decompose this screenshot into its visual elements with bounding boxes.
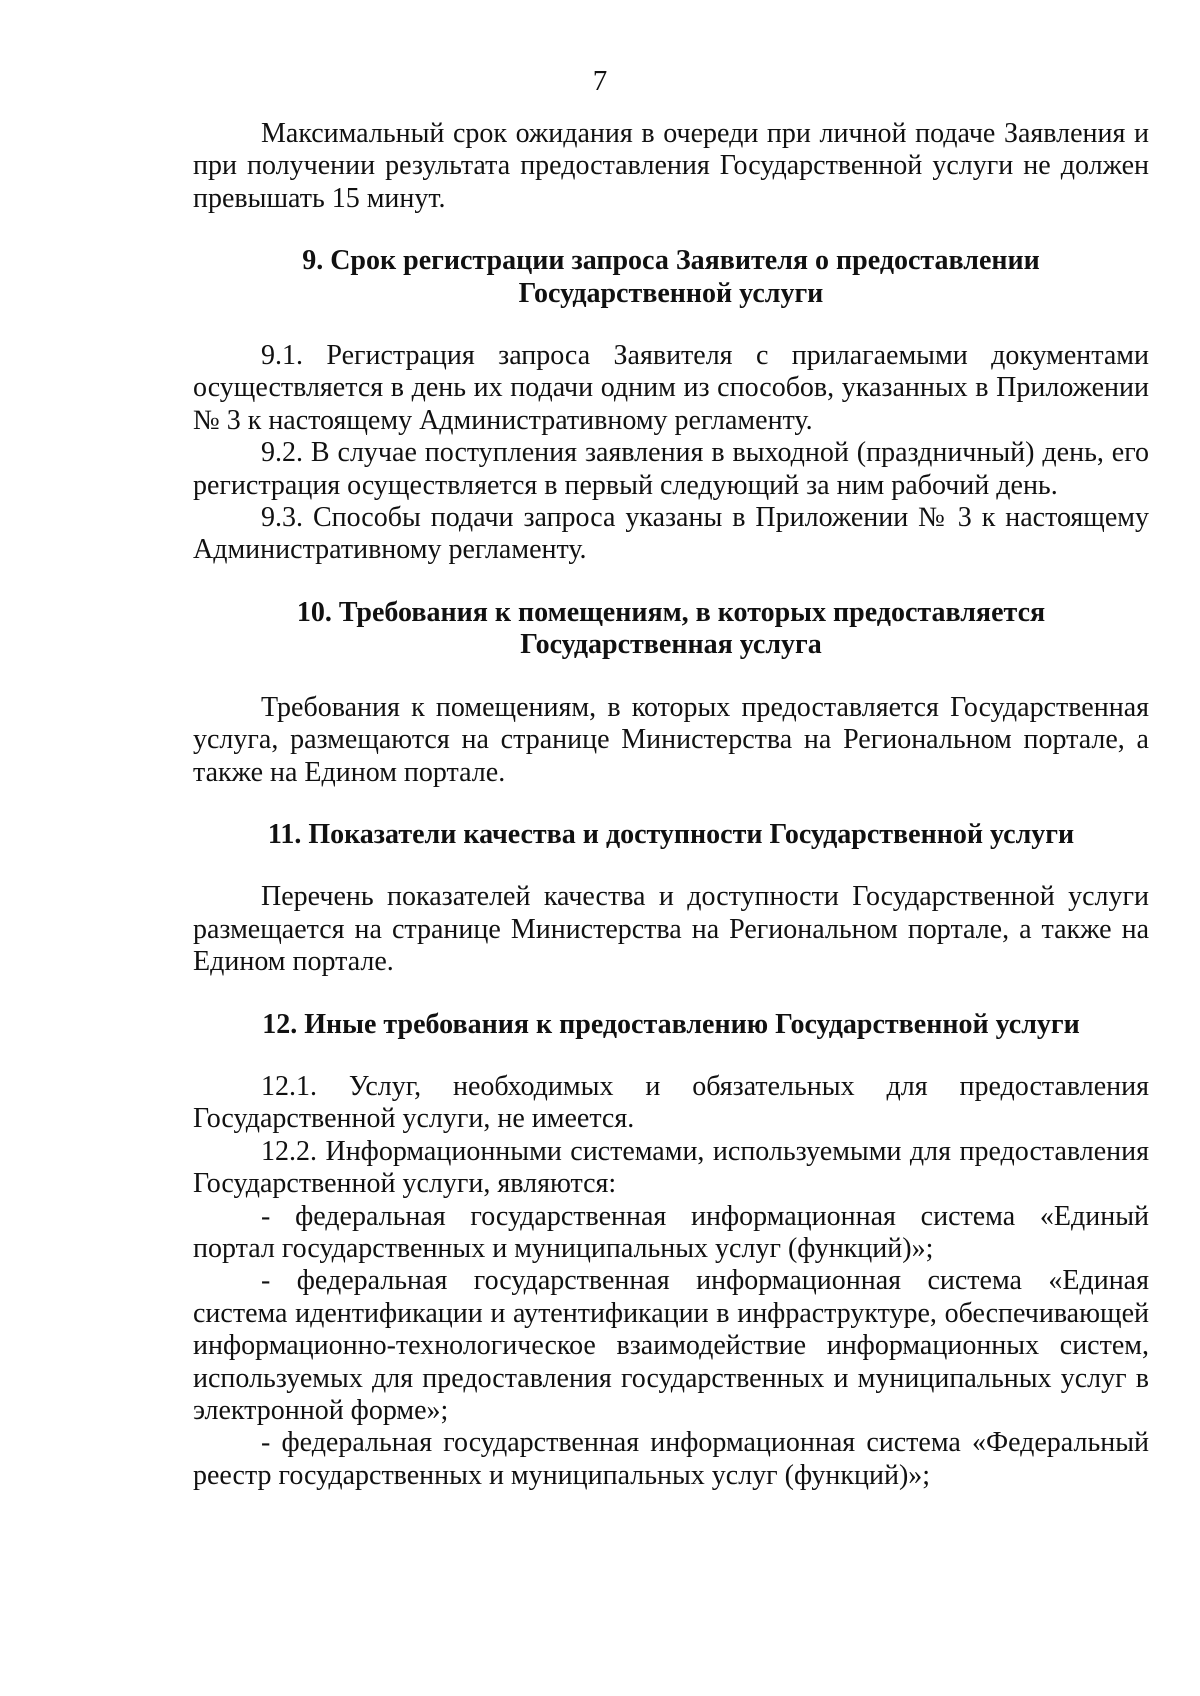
section-11-paragraph-1: Перечень показателей качества и доступности Государственной услуги размещается на странице Министерства на Региональном портале, а также на Едином портале. — [193, 881, 1149, 978]
section-9-heading-line1: 9. Срок регистрации запроса Заявителя о предоставлении — [302, 245, 1040, 277]
section-11 — [193, 819, 1149, 979]
section-12-list-item-3: - федеральная государственная информационная система «Федеральный реестр государственных и муниципальных услуг (функций)»; — [193, 1427, 1149, 1491]
section-9-paragraph-3: 9.3. Способы подачи запроса указаны в Приложении № 3 к настоящему Административному регламенту. — [193, 502, 1149, 566]
section-9 — [193, 245, 1149, 567]
section-11-heading: 11. Показатели качества и доступности Государственной услуги — [267, 818, 1075, 850]
section-12-list-item-2: - федеральная государственная информационная система «Единая система идентификации и аутентификации в инфраструктуре, обеспечивающей информационно-технологическое взаимодействие информационных систем, используемых для предоставления государственных и муниципальных услуг в электронной форме»; — [193, 1265, 1149, 1426]
section-12 — [193, 1009, 1149, 1493]
page-number: 7 — [592, 65, 608, 97]
section-10-heading-line2: Государственная услуга — [520, 629, 822, 661]
section-9-paragraph-2: 9.2. В случае поступления заявления в выходной (праздничный) день, его регистрация осуществляется в первый следующий за ним рабочий день. — [193, 437, 1149, 501]
section-12-paragraph-1: 12.1. Услуг, необходимых и обязательных для предоставления Государственной услуги, не имеется. — [193, 1070, 1149, 1135]
section-10 — [193, 597, 1149, 789]
section-10-paragraph-1: Требования к помещениям, в которых предоставляется Государственная услуга, размещаются на странице Министерства на Региональном портале, а также на Едином портале. — [193, 691, 1149, 788]
intro-paragraph: Максимальный срок ожидания в очереди при личной подаче Заявления и при получении результата предоставления Государственной услуги не должен превышать 15 минут. — [193, 118, 1149, 214]
section-10-heading-line1: 10. Требования к помещениям, в которых предоставляется — [296, 596, 1046, 628]
document-body — [193, 118, 1149, 1492]
section-12-paragraph-2: 12.2. Информационными системами, используемыми для предоставления Государственной услуги, являются: — [193, 1135, 1149, 1200]
section-12-heading: 12. Иные требования к предоставлению Государственной услуги — [262, 1008, 1080, 1040]
section-12-list-item-1: - федеральная государственная информационная система «Единый портал государственных и муниципальных услуг (функций)»; — [193, 1200, 1149, 1264]
section-9-paragraph-1: 9.1. Регистрация запроса Заявителя с прилагаемыми документами осуществляется в день их подачи одним из способов, указанных в Приложении № 3 к настоящему Административному регламенту. — [193, 340, 1149, 436]
section-9-heading-line2: Государственной услуги — [518, 277, 824, 309]
